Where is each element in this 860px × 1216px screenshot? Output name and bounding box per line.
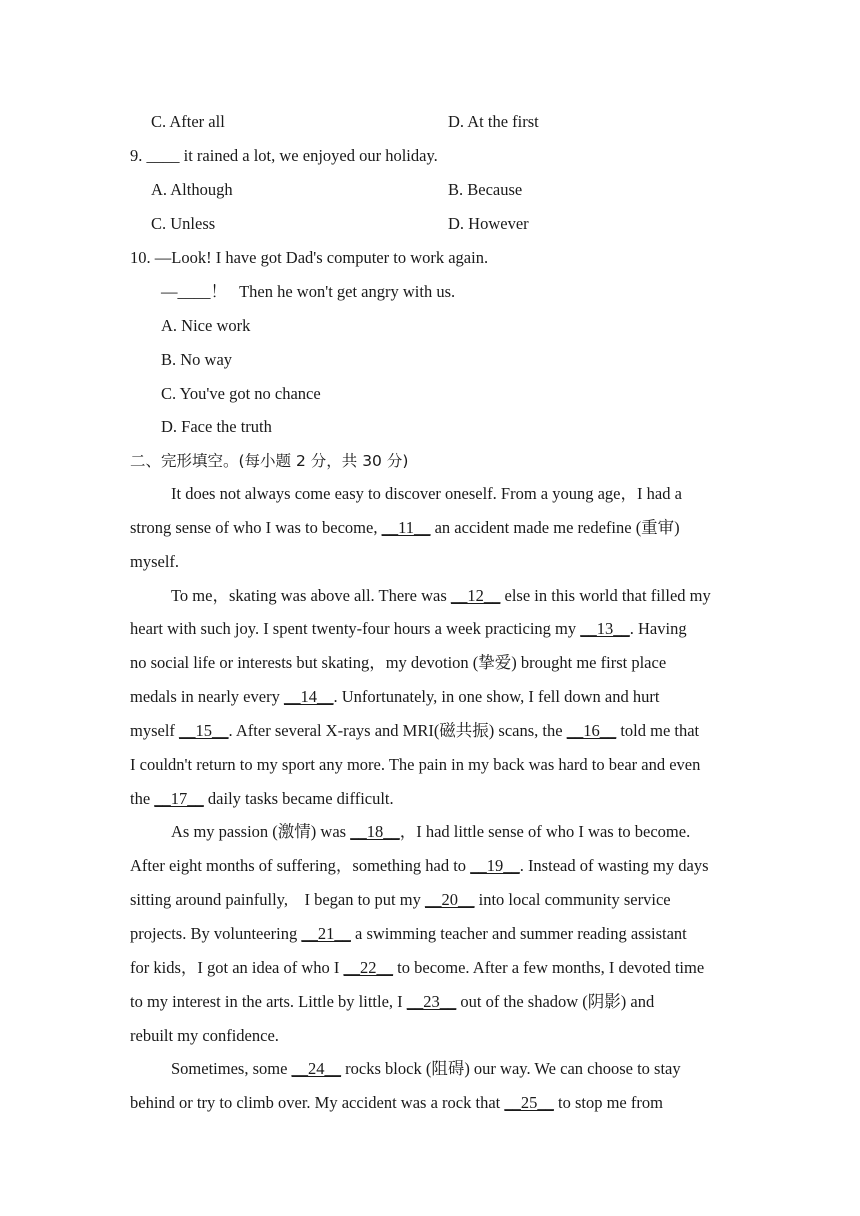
blank-24: __24__ bbox=[291, 1059, 342, 1079]
passage-line: heart with such joy. I spent twenty-four hours a week practicing my __13__. Having bbox=[130, 619, 687, 639]
passage-line: It does not always come easy to discover oneself. From a young age，I had a bbox=[171, 484, 682, 503]
passage-line: After eight months of suffering，something had to __19__. Instead of wasting my days bbox=[130, 856, 709, 876]
q9-option-c: C. Unless bbox=[151, 214, 216, 233]
passage-line: no social life or interests but skating，my devotion (挚爱) brought me first place bbox=[130, 653, 667, 673]
passage-line: sitting around painfully, I began to put my __20__ into local community service bbox=[130, 890, 671, 910]
q10-option-a: A. Nice work bbox=[161, 316, 251, 335]
passage-line: strong sense of who I was to become, __11__ an accident made me redefine (重审) bbox=[130, 517, 680, 537]
blank-18: __18__ bbox=[350, 822, 400, 842]
passage-line: the __17__ daily tasks became difficult. bbox=[130, 788, 394, 808]
cloze-passage bbox=[130, 477, 732, 1120]
passage-line: medals in nearly every __14__. Unfortunately, in one show, I fell down and hurt bbox=[130, 687, 660, 707]
blank-14: __14__ bbox=[283, 687, 334, 707]
blank-11: __11__ bbox=[381, 517, 431, 537]
passage-line: As my passion (激情) was __18__，I had little sense of who I was to become. bbox=[171, 822, 691, 842]
passage-line: projects. By volunteering __21__ a swimming teacher and summer reading assistant bbox=[130, 923, 687, 943]
passage-line: I couldn't return to my sport any more. The pain in my back was hard to bear and even bbox=[130, 754, 701, 774]
blank-19: __19__ bbox=[470, 856, 520, 876]
blank-16: __16__ bbox=[566, 720, 617, 740]
passage-line: rebuilt my confidence. bbox=[130, 1025, 279, 1045]
q10-reply: —____！ Then he won't get angry with us. bbox=[161, 282, 456, 301]
blank-22: __22__ bbox=[343, 957, 394, 977]
blank-15: __15__ bbox=[179, 720, 229, 740]
passage-line: for kids，I got an idea of who I __22__ to become. After a few months, I devoted time bbox=[130, 957, 705, 977]
passage-line: myself. bbox=[130, 551, 180, 571]
blank-20: __20__ bbox=[424, 890, 475, 910]
q10-option-b: B. No way bbox=[161, 350, 233, 369]
blank-13: __13__ bbox=[580, 619, 630, 639]
q10-stem: 10. —Look! I have got Dad's computer to work again. bbox=[130, 248, 489, 267]
blank-21: __21__ bbox=[301, 923, 351, 943]
q8-option-c: C. After all bbox=[151, 112, 225, 131]
passage-line: myself __15__. After several X-rays and MRI(磁共振) scans, the __16__ told me that bbox=[130, 720, 700, 740]
section-title: 二、完形填空。(每小题 2 分，共 30 分) bbox=[130, 452, 409, 470]
passage-line: To me，skating was above all. There was __12__ else in this world that filled my bbox=[171, 585, 711, 605]
passage-line: to my interest in the arts. Little by little, I __23__ out of the shadow (阴影) and bbox=[130, 991, 655, 1011]
q10-option-c: C. You've got no chance bbox=[161, 384, 321, 403]
q9-option-b: B. Because bbox=[448, 180, 523, 199]
q9-stem: 9. ____ it rained a lot, we enjoyed our holiday. bbox=[130, 146, 438, 165]
q10-option-d: D. Face the truth bbox=[161, 417, 272, 436]
blank-17: __17__ bbox=[154, 788, 204, 808]
blank-12: __12__ bbox=[450, 585, 501, 605]
blank-23: __23__ bbox=[406, 991, 457, 1011]
blank-25: __25__ bbox=[504, 1093, 554, 1113]
q9-option-d: D. However bbox=[448, 214, 529, 233]
passage-line: Sometimes, some __24__ rocks block (阻碍) our way. We can choose to stay bbox=[171, 1059, 681, 1079]
q8-option-d: D. At the first bbox=[448, 112, 539, 131]
q9-option-a: A. Although bbox=[151, 180, 233, 199]
passage-line: behind or try to climb over. My accident was a rock that __25__ to stop me from bbox=[130, 1093, 663, 1113]
